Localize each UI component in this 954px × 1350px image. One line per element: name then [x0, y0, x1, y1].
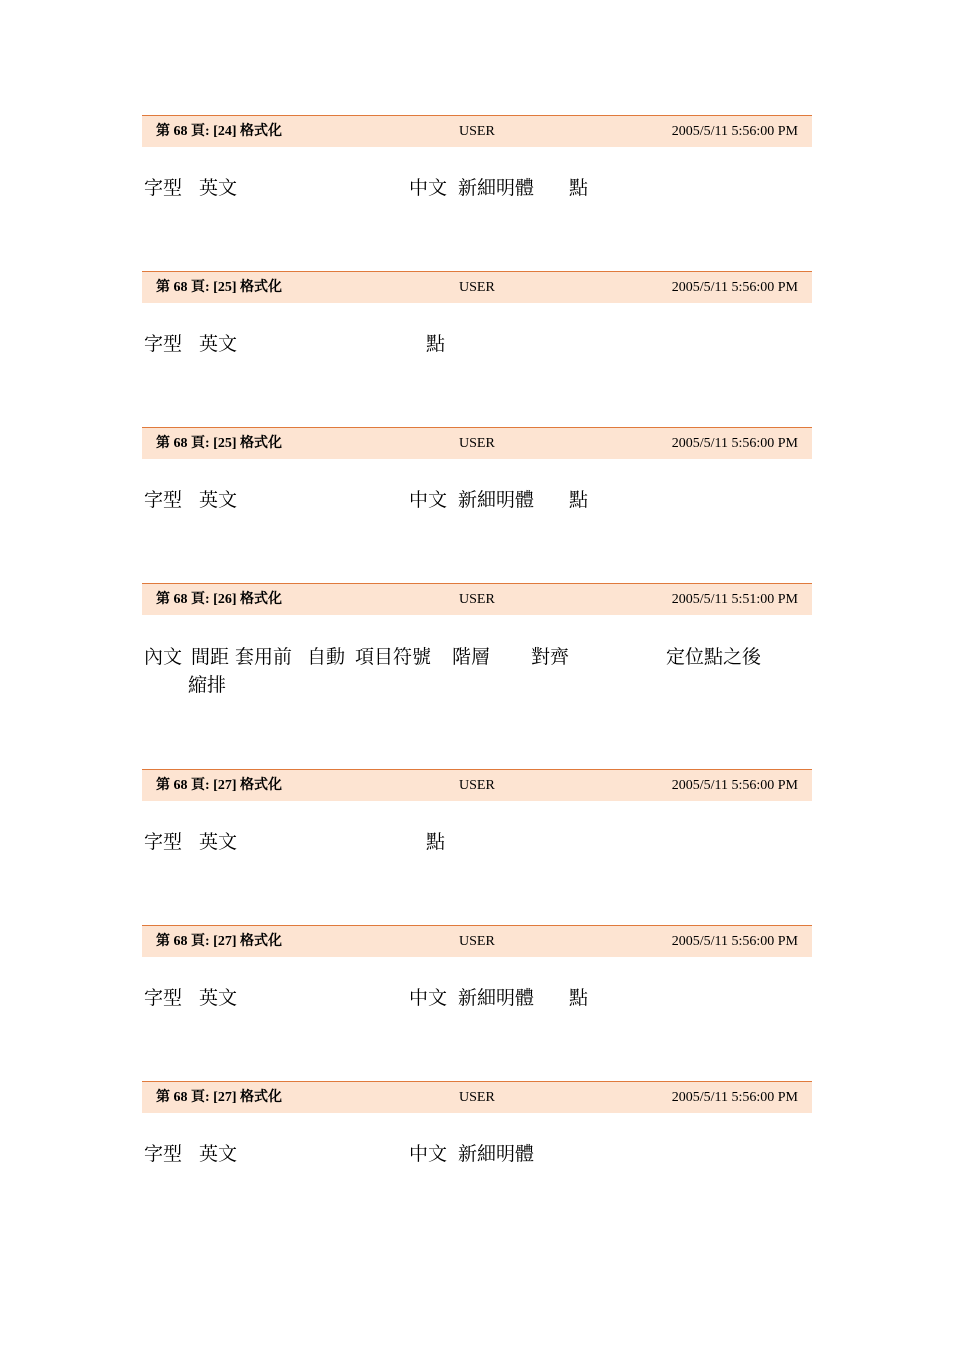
revision-word: 英文	[199, 831, 238, 853]
revision-word: 字型	[144, 333, 183, 355]
revision-timestamp: 2005/5/11 5:56:00 PM	[671, 124, 798, 139]
revision-word: 間距 套用前	[191, 646, 293, 668]
revision-timestamp: 2005/5/11 5:56:00 PM	[671, 934, 798, 949]
revision-word: 新細明體	[458, 489, 535, 511]
revision-word: 英文	[199, 333, 238, 355]
revision-entry	[142, 769, 812, 857]
revision-word: 字型	[144, 177, 183, 199]
revision-word: 新細明體	[458, 1143, 535, 1165]
revision-entry	[142, 271, 812, 359]
revision-header	[142, 271, 812, 303]
revision-entry	[142, 115, 812, 203]
revision-header	[142, 1081, 812, 1113]
revision-word: 內文	[144, 646, 183, 668]
revision-entry	[142, 925, 812, 1013]
revision-word: 英文	[199, 1143, 238, 1165]
revision-page-label: 第 68 頁: [24] 格式化	[156, 124, 282, 139]
revision-word: 對齊	[531, 646, 570, 668]
revision-user: USER	[459, 1090, 495, 1105]
revision-body	[142, 147, 812, 203]
revision-timestamp: 2005/5/11 5:56:00 PM	[671, 1090, 798, 1105]
revision-word: 英文	[199, 489, 238, 511]
revision-body	[142, 459, 812, 515]
revision-body	[142, 303, 812, 359]
revision-word: 定位點之後	[666, 646, 762, 668]
revision-word: 項目符號	[355, 646, 432, 668]
revision-word: 點	[426, 333, 446, 355]
revision-user: USER	[459, 280, 495, 295]
revision-page-label: 第 68 頁: [26] 格式化	[156, 592, 282, 607]
revision-word: 縮排	[188, 674, 227, 696]
revision-word: 點	[569, 987, 589, 1009]
revision-timestamp: 2005/5/11 5:56:00 PM	[671, 280, 798, 295]
revision-word: 點	[426, 831, 446, 853]
revision-timestamp: 2005/5/11 5:56:00 PM	[671, 436, 798, 451]
revision-entry	[142, 1081, 812, 1169]
revision-word: 中文	[409, 177, 448, 199]
revision-word: 點	[569, 489, 589, 511]
revision-word: 字型	[144, 1143, 183, 1165]
revision-page-label: 第 68 頁: [27] 格式化	[156, 778, 282, 793]
revision-page-label: 第 68 頁: [27] 格式化	[156, 934, 282, 949]
revision-word: 字型	[144, 489, 183, 511]
revision-page-label: 第 68 頁: [27] 格式化	[156, 1090, 282, 1105]
revision-header	[142, 769, 812, 801]
revision-header	[142, 583, 812, 615]
revision-word: 新細明體	[458, 177, 535, 199]
revision-word: 中文	[409, 489, 448, 511]
revision-word: 階層	[452, 646, 491, 668]
revision-header	[142, 925, 812, 957]
revision-word: 英文	[199, 987, 238, 1009]
revision-user: USER	[459, 778, 495, 793]
revision-word: 新細明體	[458, 987, 535, 1009]
revision-entry	[142, 427, 812, 515]
revision-word: 點	[569, 177, 589, 199]
revision-timestamp: 2005/5/11 5:56:00 PM	[671, 778, 798, 793]
revision-user: USER	[459, 124, 495, 139]
revision-timestamp: 2005/5/11 5:51:00 PM	[671, 592, 798, 607]
revision-body	[142, 957, 812, 1013]
revision-header	[142, 427, 812, 459]
revision-entry	[142, 583, 812, 695]
revision-user: USER	[459, 592, 495, 607]
revision-page-label: 第 68 頁: [25] 格式化	[156, 280, 282, 295]
revision-word: 中文	[409, 1143, 448, 1165]
revision-word: 英文	[199, 177, 238, 199]
revision-word: 字型	[144, 831, 183, 853]
revision-body	[142, 801, 812, 857]
revision-user: USER	[459, 436, 495, 451]
revision-word: 中文	[409, 987, 448, 1009]
revision-page-label: 第 68 頁: [25] 格式化	[156, 436, 282, 451]
revision-user: USER	[459, 934, 495, 949]
revision-word: 字型	[144, 987, 183, 1009]
revision-header	[142, 115, 812, 147]
revision-word: 自動	[307, 646, 346, 668]
revision-body	[142, 1113, 812, 1169]
revision-body	[142, 615, 812, 695]
